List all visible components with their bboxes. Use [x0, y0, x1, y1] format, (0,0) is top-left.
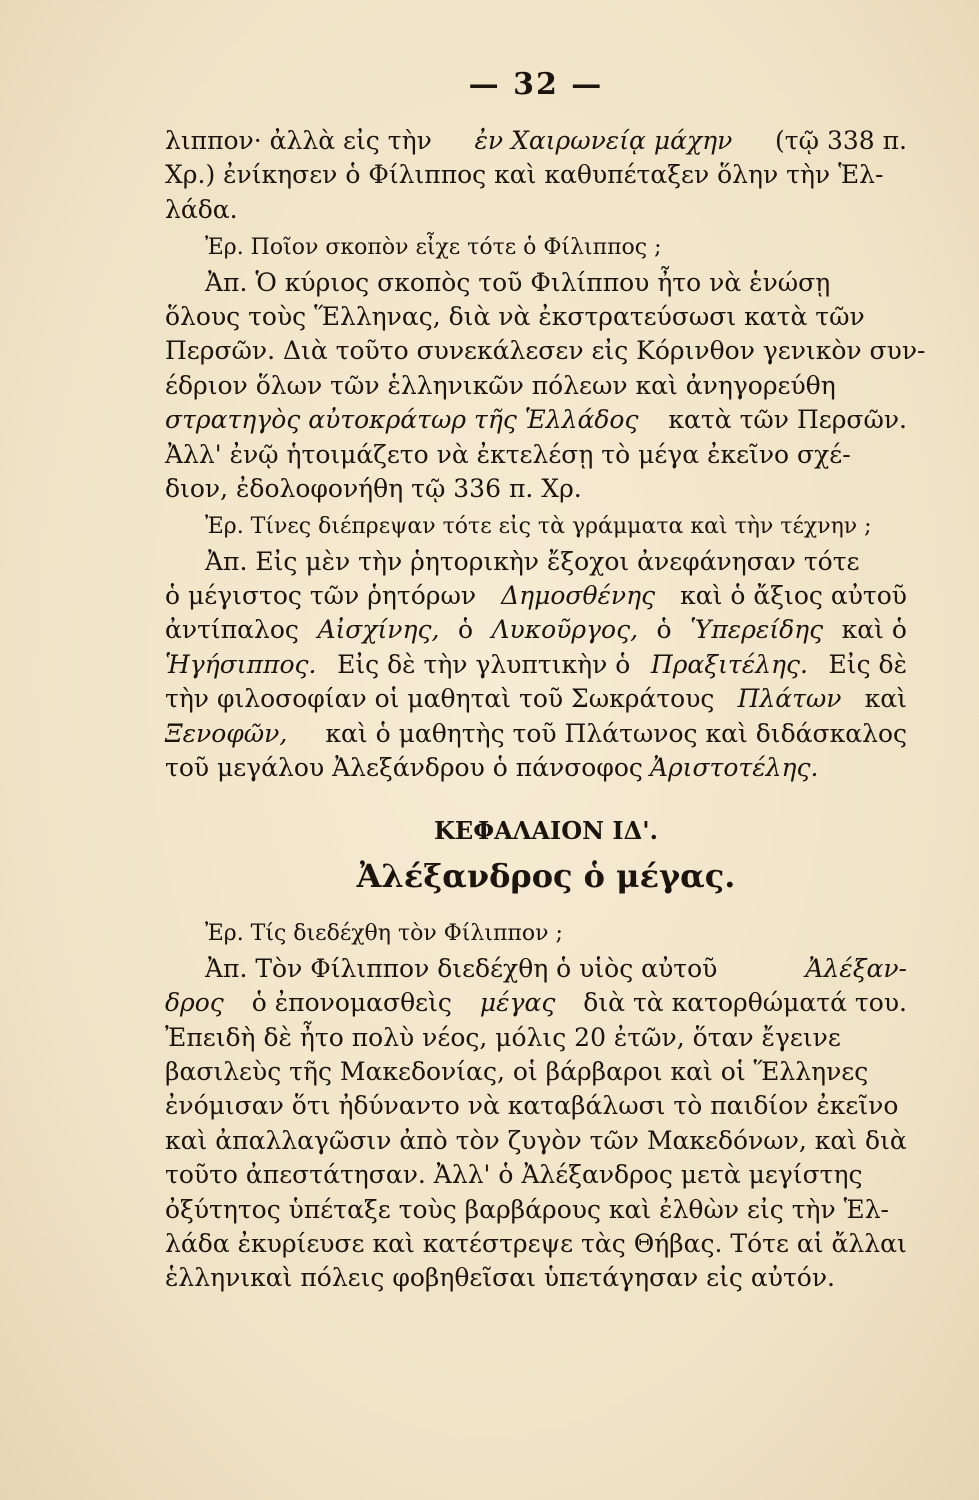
- text-segment: Εἰς δὲ τὴν γλυπτικὴν ὁ: [337, 649, 631, 679]
- answer-line: Ἀπ. Εἰς μὲν τὴν ῥητορικὴν ἔξοχοι ἀνεφάνησαν τότε: [205, 546, 860, 576]
- italic-segment: Δημοσθένης: [501, 581, 656, 611]
- text-line: [165, 579, 907, 613]
- text-line: Ἀλλ' ἐνῷ ἡτοιμάζετο νὰ ἐκτελέσῃ τὸ μέγα ἐκεῖνο σχέ-: [165, 439, 851, 469]
- text-line: ἐνόμισαν ὅτι ἠδύναντο νὰ καταβάλωσι τὸ παιδίον ἐκεῖνο: [165, 1091, 899, 1121]
- text-line: [165, 648, 907, 682]
- text-segment: καὶ: [864, 684, 907, 714]
- text-segment: καὶ ὁ μαθητὴς τοῦ Πλάτωνος καὶ διδάσκαλος: [325, 718, 907, 748]
- text-line: [165, 124, 907, 158]
- italic-segment: Λυκοῦργος,: [491, 615, 639, 645]
- chapter-subtitle: Ἀλέξανδρος ὁ μέγας.: [356, 857, 736, 896]
- text-segment: καὶ ὁ ἄξιος αὐτοῦ: [680, 581, 907, 611]
- text-line: [165, 986, 907, 1020]
- text-segment: ὁ ἐπονομασθεὶς: [251, 988, 452, 1018]
- italic-segment: Ἀριστοτέλης.: [649, 753, 819, 783]
- italic-segment: δρος: [165, 988, 224, 1018]
- text-line: λάδα ἐκυρίευσε καὶ κατέστρεψε τὰς Θήβας. Τότε αἱ ἄλλαι: [165, 1228, 907, 1258]
- italic-segment: Ἀλέξαν-: [805, 953, 907, 983]
- question-line: Ἐρ. Τίς διεδέχθη τὸν Φίλιππον ;: [205, 921, 563, 947]
- text-line: [165, 403, 907, 437]
- text-segment: λιππον· ἀλλὰ εἰς τὴν: [165, 126, 432, 155]
- text-segment: τὴν φιλοσοφίαν οἱ μαθηταὶ τοῦ Σωκράτους: [165, 684, 715, 714]
- italic-segment: Πλάτων: [737, 684, 842, 714]
- text-line: [165, 751, 907, 785]
- text-line: έδριον ὅλων τῶν ἑλληνικῶν πόλεων καὶ ἀνηγορεύθη: [165, 370, 836, 400]
- text-segment: ὁ: [457, 615, 473, 645]
- text-line: Ἐπειδὴ δὲ ἦτο πολὺ νέος, μόλις 20 ἐτῶν, ὅταν ἔγεινε: [165, 1022, 841, 1052]
- text-line: [165, 613, 907, 647]
- text-line: διον, ἐδολοφονήθη τῷ 336 π. Χρ.: [165, 473, 582, 503]
- italic-segment: Αἰσχίνης,: [317, 615, 440, 645]
- question-line: Ἐρ. Τίνες διέπρεψαν τότε εἰς τὰ γράμματα καὶ τὴν τέχνην ;: [205, 514, 872, 540]
- text-line: ὅλους τοὺς Ἕλληνας, διὰ νὰ ἐκστρατεύσωσι κατὰ τῶν: [165, 301, 865, 331]
- italic-segment: Ξενοφῶν,: [165, 718, 288, 748]
- text-segment: διὰ τὰ κατορθώματά του.: [583, 988, 907, 1018]
- text-segment: Ἀπ. Τὸν Φίλιππον διεδέχθη ὁ υἱὸς αὐτοῦ: [205, 953, 718, 983]
- text-line: καὶ ἀπαλλαγῶσιν ἀπὸ τὸν ζυγὸν τῶν Μακεδόνων, καὶ διὰ: [165, 1125, 907, 1155]
- text-line: [165, 717, 907, 751]
- text-segment: τοῦ μεγάλου Ἀλεξάνδρου ὁ πάνσοφος: [165, 753, 643, 783]
- page-number: — 32 —: [468, 67, 604, 102]
- text-line: [165, 682, 907, 716]
- text-line: τοῦτο ἀπεστάτησαν. Ἀλλ' ὁ Ἀλέξανδρος μετὰ μεγίστης: [165, 1160, 863, 1190]
- italic-segment: Πραξιτέλης.: [650, 649, 808, 679]
- text-line: Χρ.) ἐνίκησεν ὁ Φίλιππος καὶ καθυπέταξεν ὅλην τὴν Ἑλ-: [165, 160, 884, 190]
- text-line: βασιλεὺς τῆς Μακεδονίας, οἱ βάρβαροι καὶ οἱ Ἕλληνες: [165, 1056, 869, 1086]
- page-content: [165, 60, 926, 1296]
- answer-line: Ἀπ. Ὁ κύριος σκοπὸς τοῦ Φιλίππου ἦτο νὰ ἑνώσῃ: [205, 267, 831, 297]
- italic-segment: Ὑπερείδης: [690, 615, 824, 645]
- text-segment: Εἰς δὲ: [828, 649, 907, 679]
- text-segment: κατὰ τῶν Περσῶν.: [668, 405, 907, 435]
- text-line: ὀξύτητος ὑπέταξε τοὺς βαρβάρους καὶ ἐλθὼν εἰς τὴν Ἑλ-: [165, 1194, 889, 1224]
- text-segment: ἀντίπαλος: [165, 615, 299, 645]
- italic-segment: ἐν Χαιρωνείᾳ μάχην: [474, 126, 733, 155]
- text-segment: (τῷ 338 π.: [775, 126, 907, 155]
- text-segment: ὁ: [656, 615, 672, 645]
- italic-segment: στρατηγὸς αὐτοκράτωρ τῆς Ἑλλάδος: [165, 405, 639, 435]
- italic-segment: Ἡγήσιππος.: [165, 649, 317, 679]
- question-line: Ἐρ. Ποῖον σκοπὸν εἶχε τότε ὁ Φίλιππος ;: [205, 235, 662, 261]
- italic-segment: μέγας: [479, 988, 556, 1018]
- chapter-title: ΚΕΦΑΛΑΙΟΝ ΙΔ'.: [434, 816, 658, 846]
- text-line: Περσῶν. Διὰ τοῦτο συνεκάλεσεν εἰς Κόρινθον γενικὸν συν-: [165, 336, 926, 366]
- text-segment: καὶ ὁ: [841, 615, 907, 645]
- text-line: ἑλληνικαὶ πόλεις φοβηθεῖσαι ὑπετάγησαν εἰς αὐτόν.: [165, 1263, 835, 1293]
- text-segment: ὁ μέγιστος τῶν ῥητόρων: [165, 581, 477, 611]
- text-line: λάδα.: [165, 194, 238, 224]
- answer-line: [165, 952, 907, 986]
